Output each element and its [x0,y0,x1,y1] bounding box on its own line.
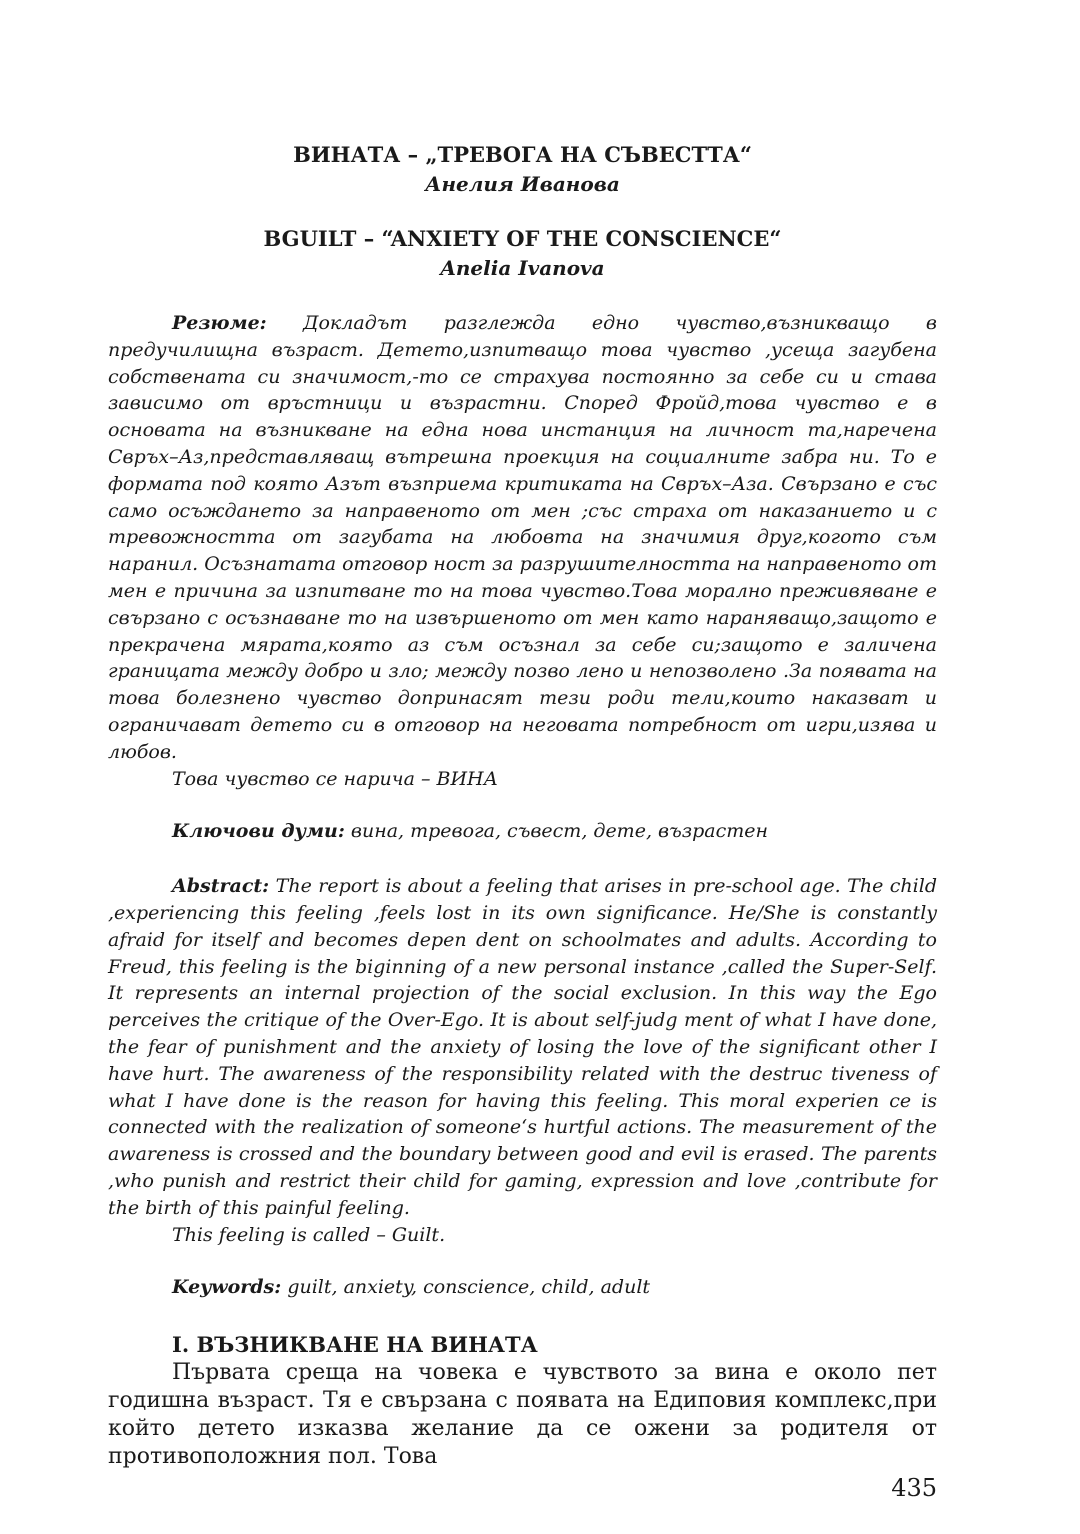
abstract-text: The report is about a feeling that arises in pre-school age. The child ,experiencing this feeling ,feels lost in its own significance. He/She is constantly afraid for itself and becomes depen dent on schoolmates and adults. According to Freud, this feeling is the biginning of a new personal instance ,called the Super-Self. It represents an internal projection of the social exclusion. In this way the Ego perceives the critique of the Over-Ego. It is about self-judg ment of what I have done, the fear of punishment and the anxiety of losing the love of the significant other I have hurt. The awareness of the responsibility related with the destruc tiveness of what I have done is the reason for having this feeling. This moral experien ce is connected with the realization of someone‘s hurtful actions. The measurement of the awareness is crossed and the boundary between good and evil is erased. The parents ,who punish and restrict their child for gaming, expression and love ,contribute for the birth of this painful feeling. [108,875,937,1219]
abstract-english [108,873,937,1221]
section-heading: I. ВЪЗНИКВАНЕ НА ВИНАТА [172,1332,538,1358]
page-number: 435 [891,1474,937,1502]
title-bulgarian: ВИНАТА – „ТРЕВОГА НА СЪВЕСТТА“ [293,142,752,167]
summary-label: Резюме: [172,312,267,334]
summary-text: Докладът разглежда едно чувство,възникващо в предучилищна възраст. Детето,изпитващо това чувство ,усеща загубена собствената си значимост,-то се страхува постоянно за себе си и става зависимо от връстници и възрастни. Според Фройд,това чувство е в основата на възникване на една нова инстанция на личност та,наречена Свръх–Аз,представляващ вътрешна проекция на социалните забра ни. То е формата под която Азът възприема критиката на Свръх–Аза. Свързано е със само осъждането за направеното от мен ;със страха от наказанието и с тревожността от загубата на любовта на значимия друг,когото съм наранил. Осъзнатата отговор ност за разрушителността на направеното от мен е причина за изпитване то на това чувство.Това морално преживяване е свързано с осъзнаване то на извършеното от мен като нараняващо,защото е прекрачена мярата,която аз съм осъзнал за себе си;защото е заличена границата между добро и зло; между позво лено и непозволено .За появата на това болезнено чувство допринасят тези роди тели,които наказват и ограничават детето си в отговор на неговата потребност от игри,изява и любов. [108,312,937,763]
author-bulgarian: Анелия Иванова [425,172,620,196]
summary-bulgarian [108,310,937,766]
abstract-label: Abstract: [172,875,270,898]
keywords-en-label: Keywords: [172,1276,282,1299]
keywords-bulgarian [108,818,937,845]
keywords-bg-text: вина, тревога, съвест, дете, възрастен [350,820,769,843]
abstract-closing: This feeling is called – Guilt. [172,1223,446,1246]
title-english: BGUILT – “ANXIETY OF THE CONSCIENCE“ [263,226,782,251]
section-body: Първата среща на човека е чувството за вина е около пет годишна възраст. Тя е свързана с появата на Едиповия комплекс,при който детето изказва желание да се ожени за родителя от противоположния пол. Това [108,1360,937,1470]
page-content [108,140,937,1471]
keywords-english [108,1274,937,1301]
keywords-en-text: guilt, anxiety, conscience, child, adult [287,1276,651,1299]
summary-closing: Това чувство се нарича – ВИНА [172,767,499,790]
keywords-bg-label: Ключови думи: [172,820,345,843]
author-english: Anelia Ivanova [440,256,605,280]
